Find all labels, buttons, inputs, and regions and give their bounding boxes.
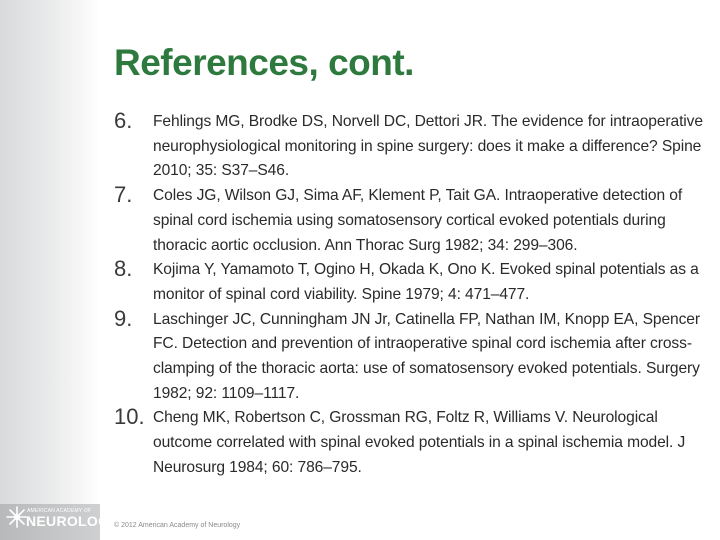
reference-text: Coles JG, Wilson GJ, Sima AF, Klement P, Tait GA. Intraoperative detection of spinal cord ischemia using somatosensory cortical evoked potentials during thoracic aortic occlusion. Ann Thorac Surg 1982; 34: 299–306. <box>153 187 683 254</box>
logo-small-text: AMERICAN ACADEMY OF <box>27 508 92 514</box>
reference-text: Laschinger JC, Cunningham JN Jr, Catinella FP, Nathan IM, Knopp EA, Spencer FC. Detection and prevention of intraoperative spinal cord ischemia after cross-clamping of the thoracic aorta: use of somatosensory evoked potentials. Surgery 1982; 92: 1109–1117. <box>153 310 700 402</box>
reference-text: Cheng MK, Robertson C, Grossman RG, Foltz R, Williams V. Neurological outcome correlated with spinal evoked potentials in a spinal ischemia model. J Neurosurg 1984; 60: 786–795. <box>153 409 686 476</box>
reference-item <box>114 305 718 407</box>
reference-number: 6. <box>114 108 133 133</box>
logo-big-text: NEUROLOGY. <box>26 513 122 529</box>
reference-text: Fehlings MG, Brodke DS, Norvell DC, Dettori JR. The evidence for intraoperative neurophysiological monitoring in spine surgery: does it make a difference? Spine 2010; 35: S37–S46. <box>153 113 703 180</box>
reference-item <box>114 258 718 307</box>
copyright-text: © 2012 American Academy of Neurology <box>114 522 241 529</box>
reference-text: Kojima Y, Yamamoto T, Ogino H, Okada K, Ono K. Evoked spinal potentials as a monitor of spinal cord viability. Spine 1979; 4: 471–477. <box>153 261 699 303</box>
reference-number: 10. <box>114 404 145 430</box>
reference-item <box>114 184 718 258</box>
star-burst-icon <box>6 506 28 528</box>
reference-number: 8. <box>114 256 133 282</box>
side-band <box>0 0 100 540</box>
aan-logo <box>6 504 122 534</box>
reference-number: 9. <box>114 305 133 331</box>
reference-list <box>114 110 718 481</box>
slide-title: References, cont. <box>114 42 414 83</box>
reference-item <box>114 406 718 480</box>
reference-number: 7. <box>114 182 133 208</box>
reference-item <box>114 110 718 184</box>
